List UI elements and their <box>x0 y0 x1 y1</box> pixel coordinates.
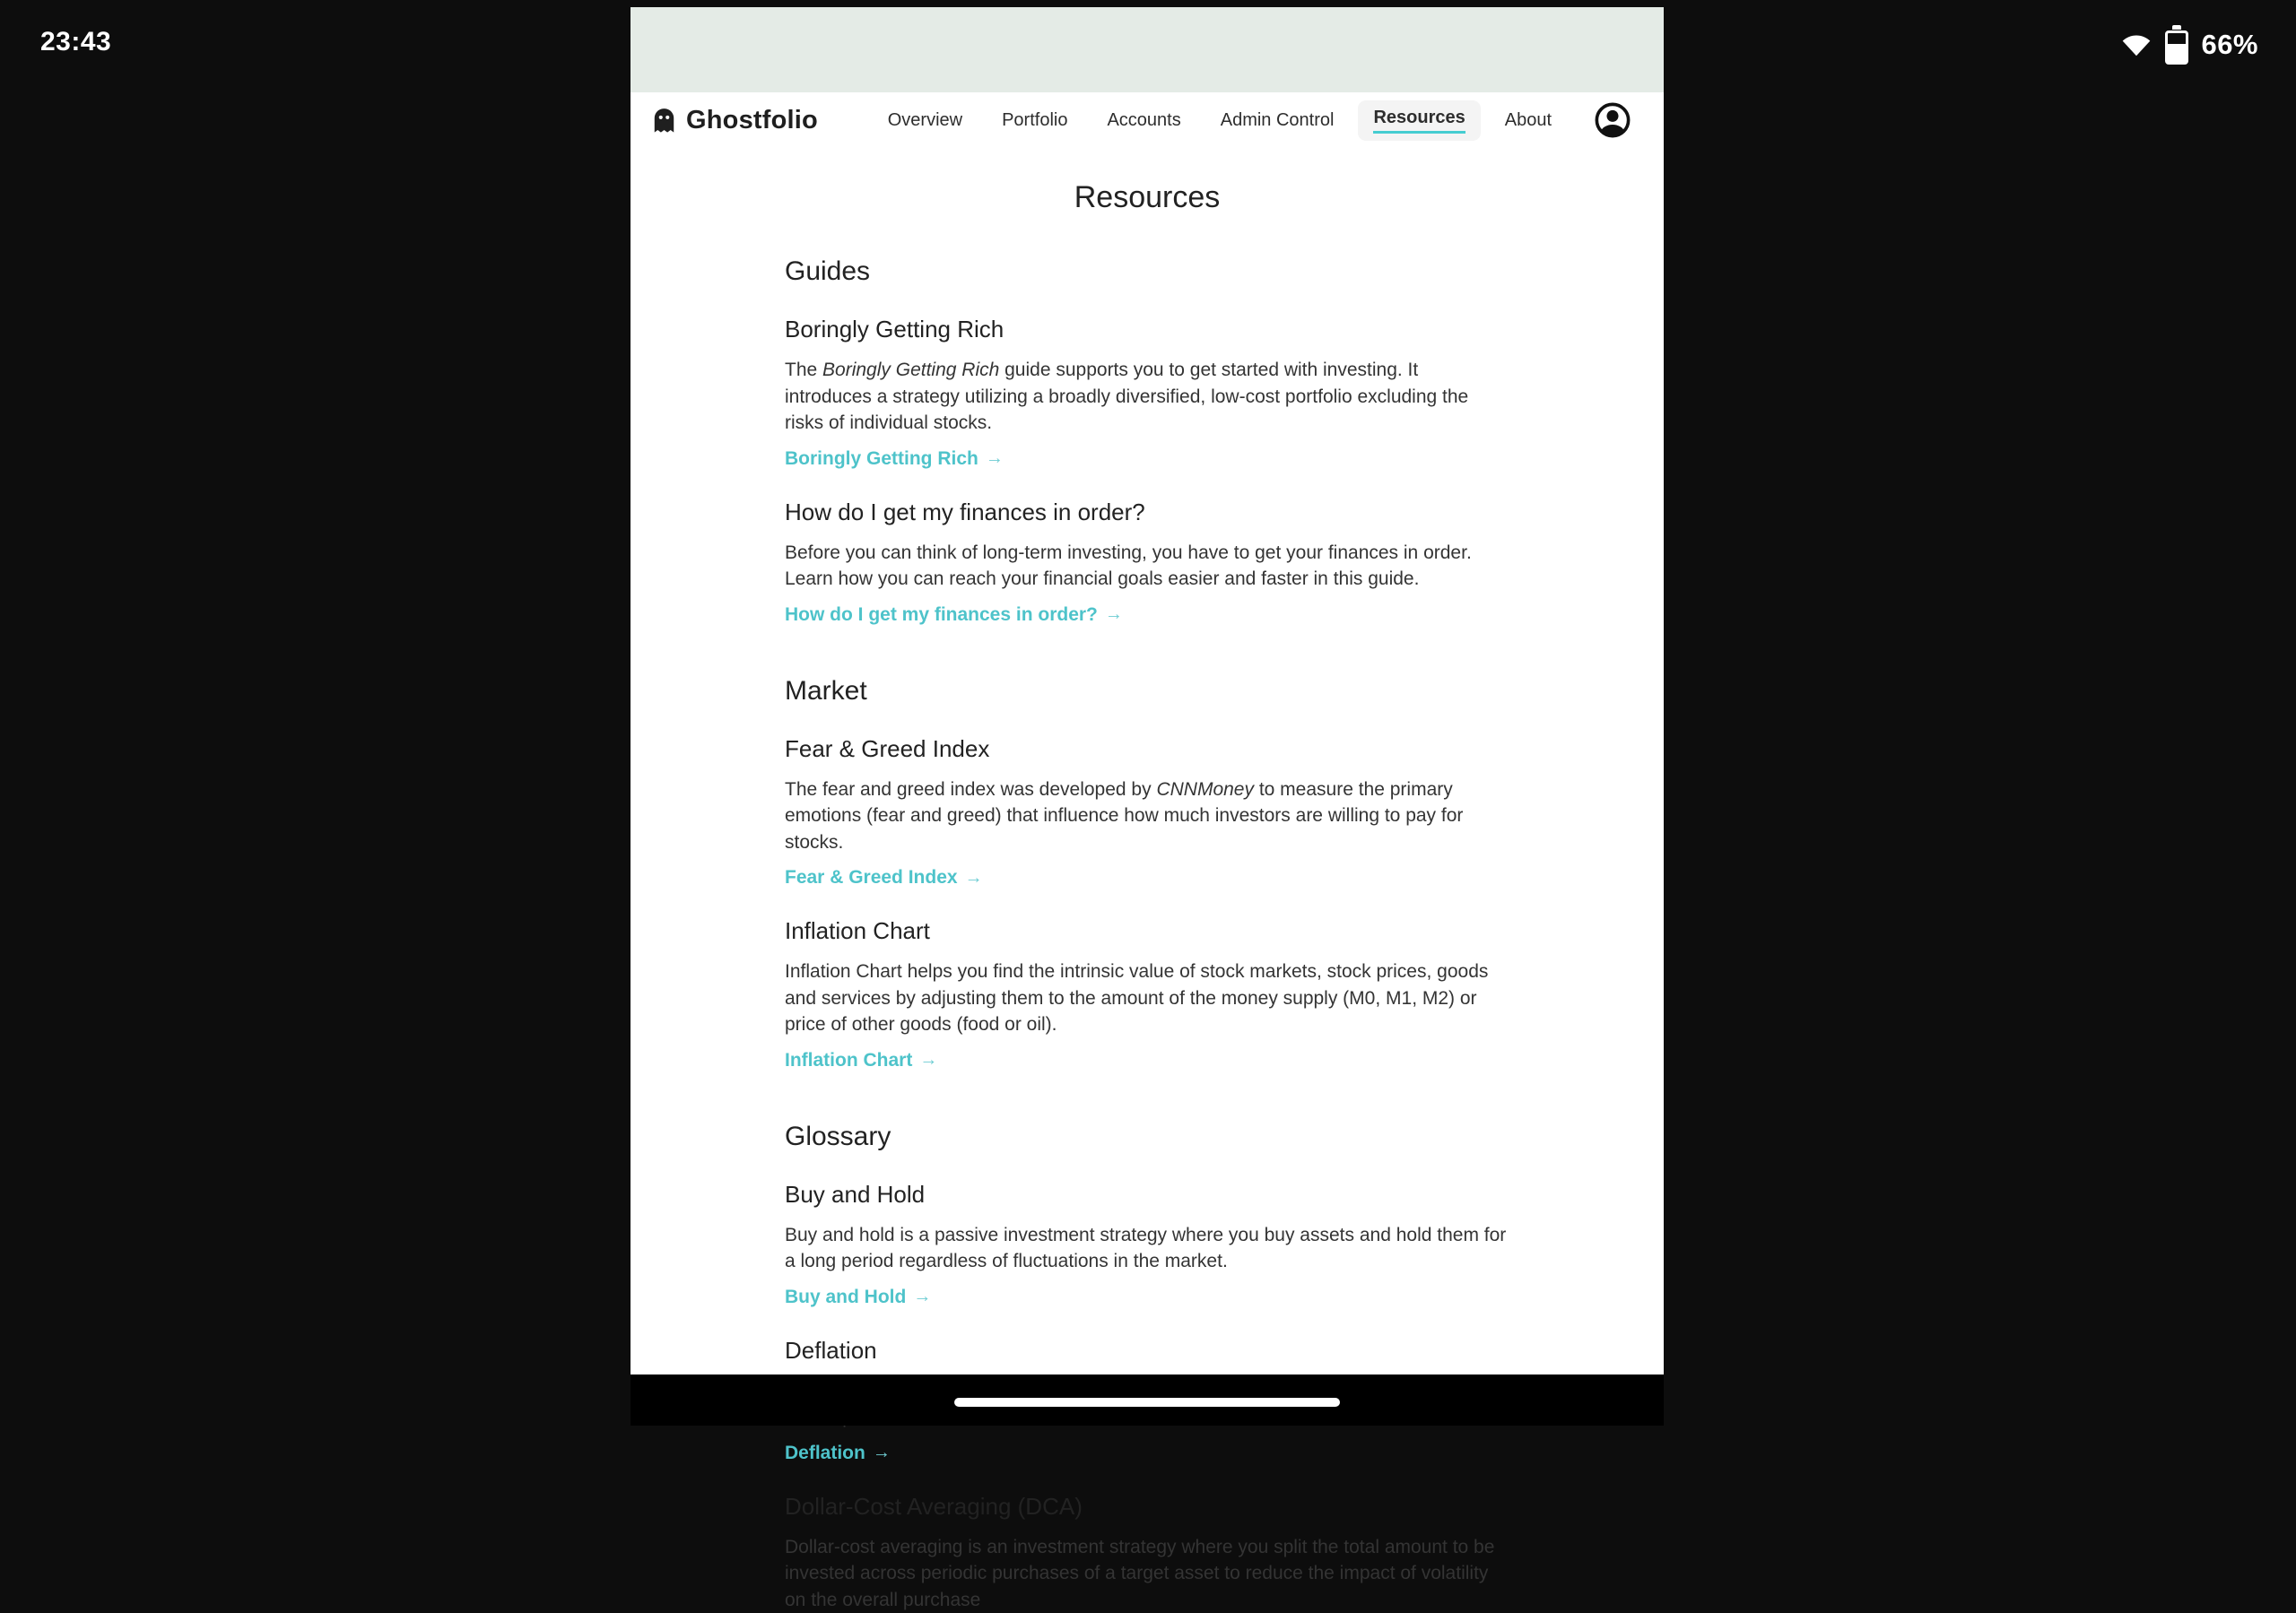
app-header <box>631 92 1664 148</box>
item-description: Inflation Chart helps you find the intrinsic value of stock markets, stock prices, goods and services by adjusting them to the amount of the money supply (M0, M1, M2) or price of other goods (food or oil). <box>785 958 1509 1038</box>
battery-percent: 66% <box>2201 29 2258 61</box>
item-heading: Buy and Hold <box>785 1181 1509 1209</box>
wifi-icon <box>2120 29 2152 61</box>
ghost-logo-icon <box>650 107 678 134</box>
nav-item-overview[interactable]: Overview <box>873 103 978 138</box>
item-heading: Dollar-Cost Averaging (DCA) <box>785 1493 1509 1521</box>
page-title: Resources <box>631 180 1664 215</box>
nav-item-accounts[interactable]: Accounts <box>1091 103 1196 138</box>
arrow-icon: → <box>965 868 983 889</box>
section-guides <box>785 256 1509 626</box>
item-heading: How do I get my finances in order? <box>785 499 1509 526</box>
section-title: Guides <box>785 256 1509 287</box>
resource-item-dollar-cost-averaging <box>785 1493 1509 1613</box>
resource-item-inflation-chart <box>785 917 1509 1071</box>
link-fear-greed-index[interactable]: Fear & Greed Index → <box>785 867 983 889</box>
link-inflation-chart[interactable]: Inflation Chart → <box>785 1050 937 1071</box>
resources-page <box>631 148 1664 1375</box>
link-buy-and-hold[interactable]: Buy and Hold → <box>785 1287 931 1308</box>
app-name: Ghostfolio <box>686 106 818 135</box>
status-clock: 23:43 <box>40 27 111 57</box>
section-title: Glossary <box>785 1122 1509 1152</box>
arrow-icon: → <box>986 448 1004 469</box>
arrow-icon: → <box>1105 604 1123 625</box>
item-heading: Boringly Getting Rich <box>785 316 1509 343</box>
app-safe-area-strip <box>631 7 1664 92</box>
section-glossary <box>785 1122 1509 1613</box>
nav-item-resources[interactable]: Resources <box>1358 100 1480 141</box>
status-icons <box>2120 25 2258 65</box>
ghostfolio-logo[interactable] <box>650 106 818 135</box>
item-heading: Deflation <box>785 1337 1509 1365</box>
resource-item-finances-in-order <box>785 499 1509 626</box>
gesture-handle[interactable] <box>954 1398 1340 1407</box>
nav-item-about[interactable]: About <box>1490 103 1567 138</box>
link-boringly-getting-rich[interactable]: Boringly Getting Rich → <box>785 448 1004 470</box>
link-finances-in-order[interactable]: How do I get my finances in order? → <box>785 604 1123 626</box>
item-description: The Boringly Getting Rich guide supports you to get started with investing. It introduces a strategy utilizing a broadly diversified, low-cost portfolio excluding the risks of individual stocks. <box>785 357 1509 437</box>
resource-item-buy-and-hold <box>785 1181 1509 1308</box>
nav-item-portfolio[interactable]: Portfolio <box>987 103 1083 138</box>
item-description: Dollar-cost averaging is an investment strategy where you split the total amount to be invested across periodic purchases of a target asset to reduce the impact of volatility on the overall purchase <box>785 1534 1509 1613</box>
battery-icon <box>2165 25 2188 65</box>
item-heading: Fear & Greed Index <box>785 735 1509 763</box>
item-description: The fear and greed index was developed by CNNMoney to measure the primary emotions (fear and greed) that influence how much investors are willing to pay for stocks. <box>785 776 1509 856</box>
arrow-icon: → <box>873 1443 891 1463</box>
system-navigation-bar <box>631 1375 1664 1426</box>
item-description: Before you can think of long-term investing, you have to get your finances in order. Learn how you can reach your financial goals easier and faster in this guide. <box>785 540 1509 593</box>
section-title: Market <box>785 676 1509 707</box>
nav-item-admin-control[interactable]: Admin Control <box>1205 103 1350 138</box>
main-nav <box>873 100 1567 141</box>
arrow-icon: → <box>919 1050 937 1071</box>
arrow-icon: → <box>913 1287 931 1307</box>
section-market <box>785 676 1509 1071</box>
item-description: Buy and hold is a passive investment strategy where you buy assets and hold them for a long period regardless of fluctuations in the market. <box>785 1222 1509 1275</box>
resource-item-boringly-getting-rich <box>785 316 1509 470</box>
ghostfolio-app-window <box>631 7 1664 1426</box>
item-heading: Inflation Chart <box>785 917 1509 945</box>
account-circle-icon[interactable] <box>1592 100 1633 141</box>
resource-item-fear-greed-index <box>785 735 1509 889</box>
link-deflation[interactable]: Deflation → <box>785 1443 891 1464</box>
